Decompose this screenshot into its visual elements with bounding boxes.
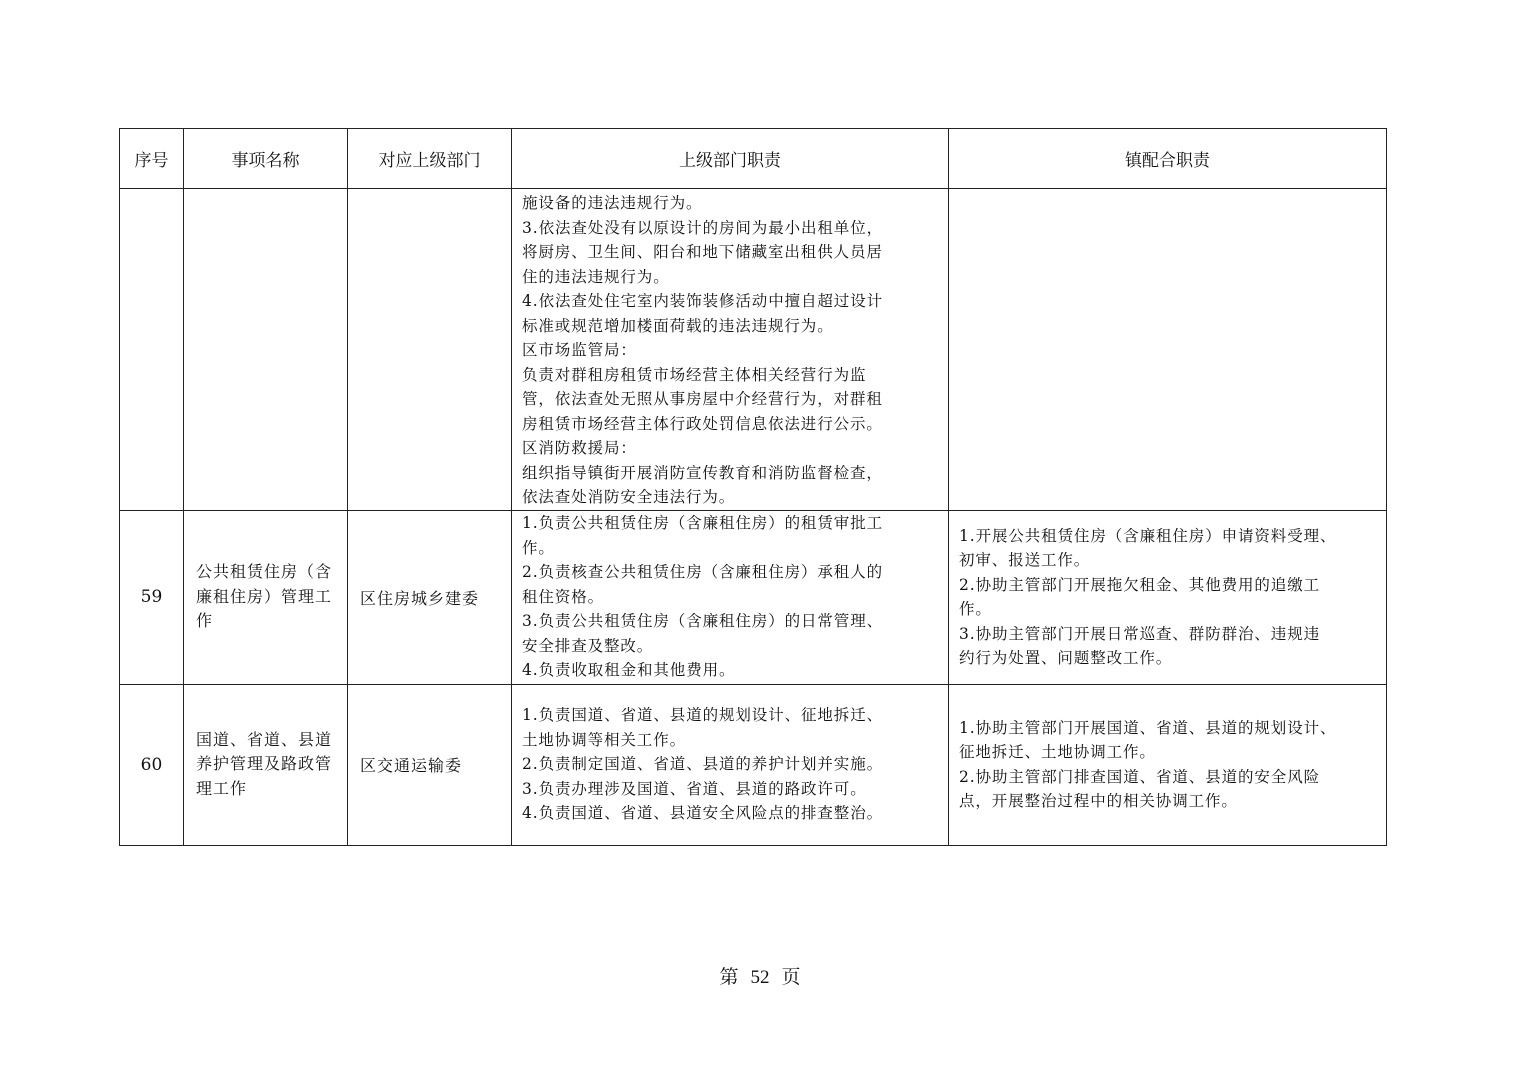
text-line: 2.负责制定国道、省道、县道的养护计划并实施。 bbox=[522, 755, 883, 774]
text-line: 3.负责公共租赁住房（含廉租住房）的日常管理、 bbox=[522, 612, 883, 631]
table-row-continuation bbox=[120, 189, 1387, 511]
cell-dept: 区住房城乡建委 bbox=[348, 510, 512, 684]
duty-lines bbox=[522, 703, 940, 826]
cell-duty bbox=[512, 510, 949, 684]
text-line: 房租赁市场经营主体行政处罚信息依法进行公示。 bbox=[522, 414, 883, 433]
text-line: 点，开展整治过程中的相关协调工作。 bbox=[959, 792, 1238, 810]
text-line: 1.负责公共租赁住房（含廉租住房）的租赁审批工 bbox=[522, 514, 883, 533]
text-line: 1.开展公共租赁住房（含廉租住房）申请资料受理、 bbox=[959, 526, 1337, 545]
text-line: 作。 bbox=[959, 600, 992, 618]
page-number bbox=[0, 962, 1520, 989]
cell-duty bbox=[512, 189, 949, 511]
text-line: 将厨房、卫生间、阳台和地下储藏室出租供人员居 bbox=[522, 243, 883, 261]
text-line: 3.依法查处没有以原设计的房间为最小出租单位， bbox=[522, 218, 883, 237]
text-line: 标准或规范增加楼面荷载的违法违规行为。 bbox=[522, 316, 834, 335]
cell-duty bbox=[512, 684, 949, 845]
text-line: 4.依法查处住宅室内装饰装修活动中擅自超过设计 bbox=[522, 292, 883, 310]
text-line: 区市场监管局： bbox=[522, 341, 637, 359]
text-line: 作。 bbox=[522, 538, 555, 557]
cell-num: 60 bbox=[120, 684, 184, 845]
text-line: 负责对群租房租赁市场经营主体相关经营行为监 bbox=[522, 365, 867, 384]
header-name: 事项名称 bbox=[184, 129, 348, 189]
cell-name: 国道、省道、县道养护管理及路政管理工作 bbox=[184, 684, 348, 845]
table-row bbox=[120, 510, 1387, 684]
text-line: 4.负责国道、省道、县道安全风险点的排查整治。 bbox=[522, 804, 883, 823]
text-line: 管，依法查处无照从事房屋中介经营行为，对群租 bbox=[522, 390, 883, 408]
text-line: 4.负责收取租金和其他费用。 bbox=[522, 661, 736, 680]
cell-name: 公共租赁住房（含廉租住房）管理工作 bbox=[184, 510, 348, 684]
header-town: 镇配合职责 bbox=[949, 129, 1387, 189]
text-line: 施设备的违法违规行为。 bbox=[522, 194, 703, 212]
text-line: 1.负责国道、省道、县道的规划设计、征地拆迁、 bbox=[522, 706, 883, 725]
text-line: 2.负责核查公共租赁住房（含廉租住房）承租人的 bbox=[522, 563, 883, 582]
duty-lines bbox=[522, 189, 940, 510]
page-suffix: 页 bbox=[781, 967, 801, 988]
text-line: 土地协调等相关工作。 bbox=[522, 730, 687, 749]
town-lines bbox=[959, 524, 1378, 671]
cell-town bbox=[949, 684, 1387, 845]
text-line: 租住资格。 bbox=[522, 587, 605, 606]
duty-table bbox=[119, 128, 1387, 846]
header-num: 序号 bbox=[120, 129, 184, 189]
cell-town bbox=[949, 510, 1387, 684]
text-line: 初审、报送工作。 bbox=[959, 551, 1091, 569]
cell-name bbox=[184, 189, 348, 511]
text-line: 3.协助主管部门开展日常巡查、群防群治、违规违 bbox=[959, 624, 1320, 643]
text-line: 2.协助主管部门排查国道、省道、县道的安全风险 bbox=[959, 767, 1320, 786]
text-line: 3.负责办理涉及国道、省道、县道的路政许可。 bbox=[522, 779, 867, 798]
duty-lines bbox=[522, 511, 940, 683]
table-row bbox=[120, 684, 1387, 845]
page-value: 52 bbox=[750, 967, 770, 988]
text-line: 区消防救援局： bbox=[522, 439, 637, 457]
text-line: 2.协助主管部门开展拖欠租金、其他费用的追缴工 bbox=[959, 575, 1320, 594]
cell-num bbox=[120, 189, 184, 511]
text-line: 组织指导镇街开展消防宣传教育和消防监督检查， bbox=[522, 463, 883, 482]
text-line: 安全排查及整改。 bbox=[522, 636, 654, 655]
text-line: 依法查处消防安全违法行为。 bbox=[522, 488, 736, 506]
page-prefix: 第 bbox=[719, 967, 739, 988]
text-line: 约行为处置、问题整改工作。 bbox=[959, 649, 1173, 667]
header-dept: 对应上级部门 bbox=[348, 129, 512, 189]
text-line: 征地拆迁、土地协调工作。 bbox=[959, 743, 1156, 761]
cell-town bbox=[949, 189, 1387, 511]
table-header-row bbox=[120, 129, 1387, 189]
cell-num: 59 bbox=[120, 510, 184, 684]
town-lines bbox=[959, 716, 1378, 814]
header-duty: 上级部门职责 bbox=[512, 129, 949, 189]
text-line: 住的违法违规行为。 bbox=[522, 267, 670, 286]
cell-dept bbox=[348, 189, 512, 511]
text-line: 1.协助主管部门开展国道、省道、县道的规划设计、 bbox=[959, 718, 1337, 737]
cell-dept: 区交通运输委 bbox=[348, 684, 512, 845]
